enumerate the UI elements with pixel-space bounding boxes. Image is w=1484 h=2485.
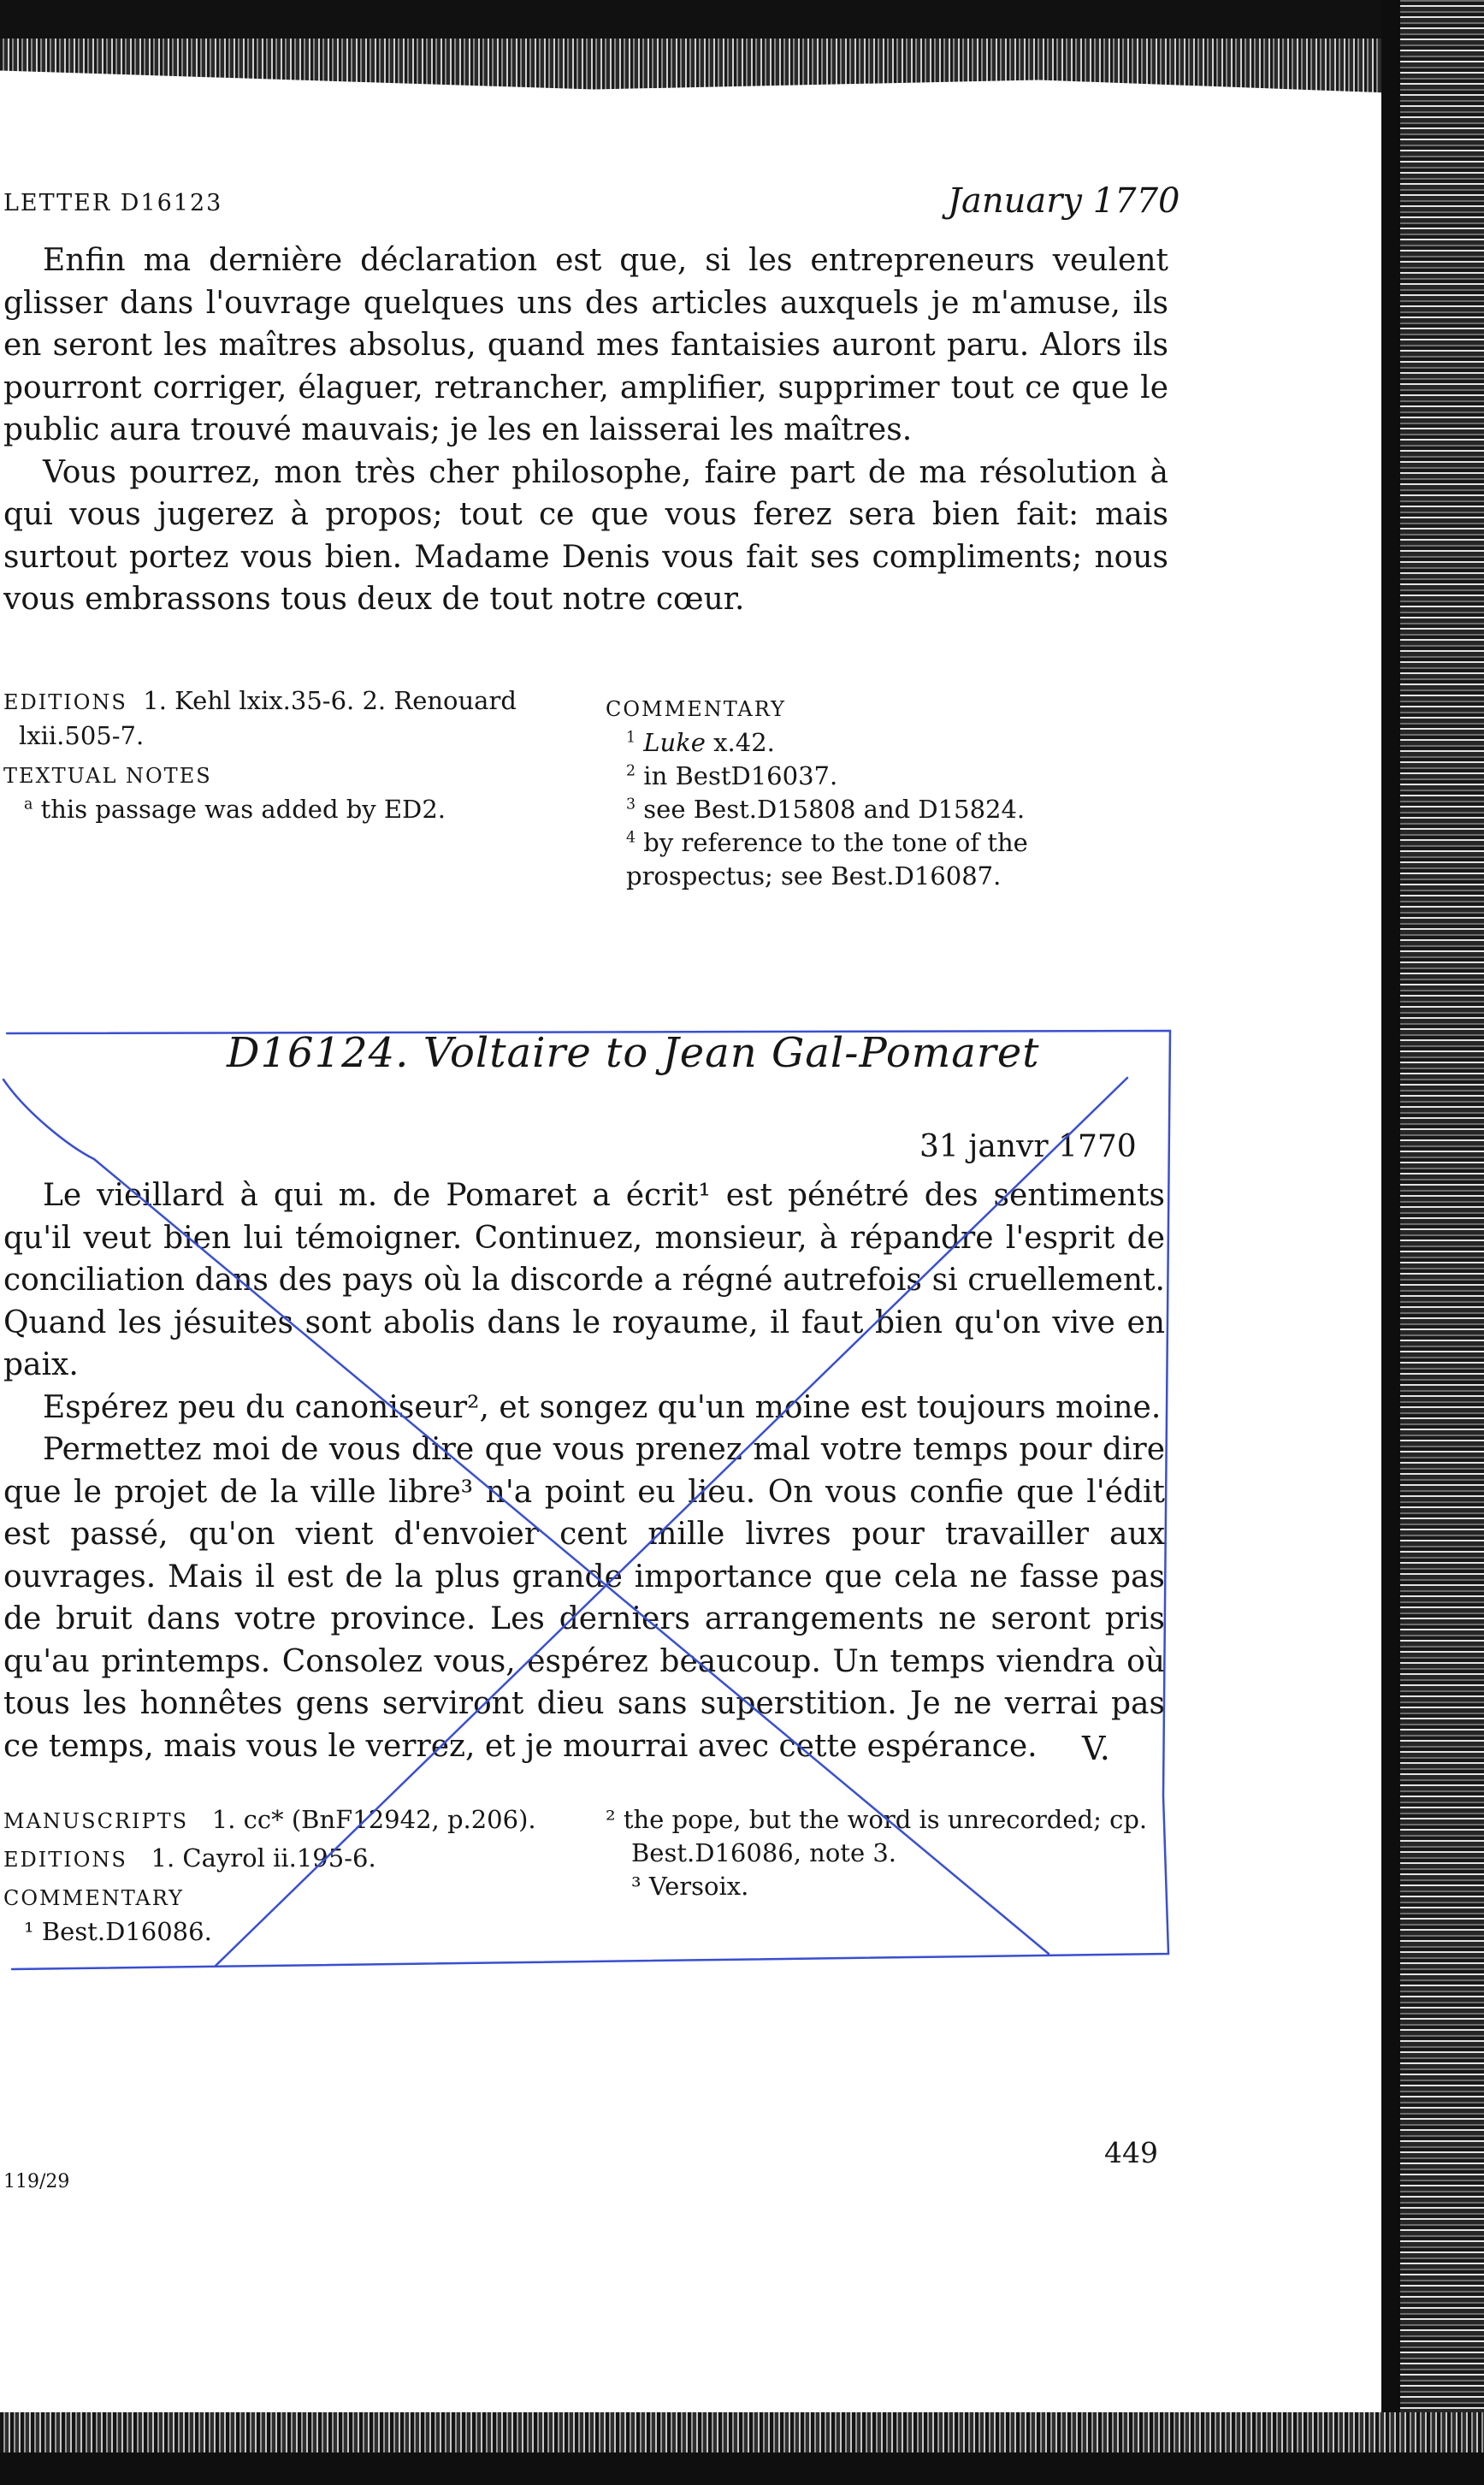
letter-d16124-date: 31 janvr 1770 — [919, 1129, 1137, 1164]
commentary-number: 2 — [626, 762, 636, 780]
commentary-number: 3 — [626, 796, 636, 814]
commentary-text: ¹ Best.D16086. — [24, 1917, 212, 1946]
manuscripts-text: 1. cc* (BnF12942, p.206). — [211, 1805, 536, 1834]
editions-label: EDITIONS — [3, 690, 127, 714]
commentary-text: in BestD16037. — [643, 761, 838, 790]
commentary-label: COMMENTARY — [3, 1886, 184, 1910]
editions-text: 1. Kehl lxix.35-6. 2. Renouard lxii.505-7. — [19, 686, 517, 750]
commentary-text: x.42. — [705, 728, 775, 757]
paragraph: Vous pourrez, mon très cher philosophe, faire part de ma résolution à qui vous jugerez à propos; tout ce que vous ferez sera bien fait: mais surtout portez vous bien. Madame Denis vous fait ses compliments; nous vous embrassons tous deux de tout notre cœur. — [3, 454, 1168, 617]
textual-notes-label: TEXTUAL NOTES — [3, 764, 212, 788]
editions-text: 1. Cayrol ii.195-6. — [151, 1843, 376, 1873]
signature: V. — [1082, 1730, 1110, 1767]
commentary-italic: Luke — [643, 728, 706, 757]
editions-label: EDITIONS — [3, 1848, 127, 1872]
commentary-number: 4 — [626, 829, 636, 847]
commentary-number: 1 — [626, 729, 636, 747]
running-header-date: January 1770 — [948, 181, 1180, 221]
paragraph: Espérez peu du canoniseur², et songez qu'un moine est toujours moine. — [43, 1389, 1162, 1425]
commentary-label: COMMENTARY — [606, 697, 786, 721]
commentary-text: by reference to the tone of the prospectus; see Best.D16087. — [626, 828, 1028, 890]
textual-note-marker: a — [24, 796, 33, 814]
paragraph: Enfin ma dernière déclaration est que, si les entrepreneurs veulent glisser dans l'ouvrage quelques uns des articles auxquels je m'amuse, ils en seront les maîtres absolus, quand mes fantaisies auront paru. Alors ils pourront corriger, élaguer, retrancher, amplifier, supprimer tout ce que le public aura trouvé mauvais; je les en laisserai les maîtres. — [3, 243, 1168, 447]
textual-note-text: this passage was added by ED2. — [40, 795, 446, 824]
footnote-text: ³ Versoix. — [631, 1872, 749, 1901]
letter-d16124-title: D16124. Voltaire to Jean Gal-Pomaret — [227, 1029, 1040, 1077]
manuscripts-label: MANUSCRIPTS — [3, 1809, 189, 1833]
sheet-code: 119/29 — [3, 2171, 70, 2192]
footnote-text: ² the pope, but the word is unrecorded; cp. Best.D16086, note 3. — [606, 1805, 1148, 1867]
running-header-letter-id: LETTER D16123 — [3, 190, 223, 216]
commentary-text: see Best.D15808 and D15824. — [643, 795, 1026, 824]
paragraph: Le vieillard à qui m. de Pomaret a écrit¹ est pénétré des sentiments qu'il veut bien lui témoigner. Continuez, monsieur, à répandre l'esprit de conciliation dans des pays où la discorde a régné autrefois si cruellement. Quand les jésuites sont abolis dans le royaume, il faut bien qu'on vive en paix. — [3, 1178, 1165, 1382]
paragraph: Permettez moi de vous dire que vous prenez mal votre temps pour dire que le projet de la ville libre³ n'a point eu lieu. On vous confie que l'édit est passé, qu'on vient d'envoier cent mille livres pour travailler aux ouvrages. Mais il est de la plus grande importance que cela ne fasse pas de bruit dans votre province. Les derniers arrangements ne seront pris qu'au printemps. Consolez vous, espérez beaucoup. Un temps viendra où tous les honnêtes gens serviront dieu sans superstition. Je ne verrai pas ce temps, mais vous le verrez, et je mourrai avec cette espérance. — [3, 1432, 1165, 1764]
page-number: 449 — [1104, 2136, 1158, 2169]
